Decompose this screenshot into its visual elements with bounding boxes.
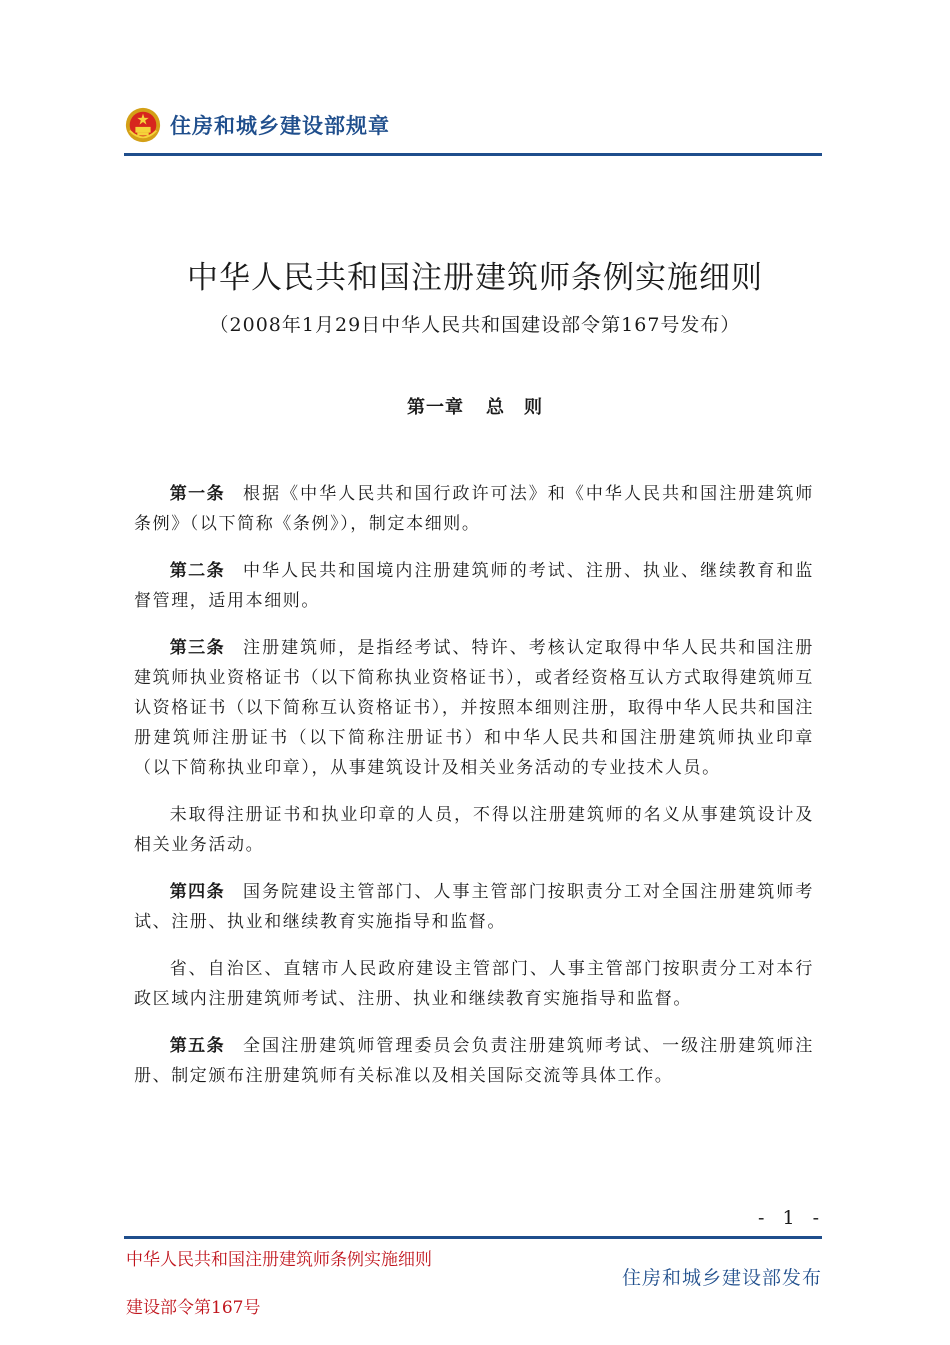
footer-document-name: 中华人民共和国注册建筑师条例实施细则 bbox=[126, 1250, 432, 1270]
paragraph-text: 省、自治区、直辖市人民政府建设主管部门、人事主管部门按职责分工对本行政区域内注册建筑师考试、注册、执业和继续教育实施指导和监督。 bbox=[134, 959, 814, 1009]
paragraph bbox=[134, 479, 814, 539]
paragraph bbox=[134, 877, 814, 937]
page-number: - 1 - bbox=[758, 1207, 826, 1229]
paragraph-text: 全国注册建筑师管理委员会负责注册建筑师考试、一级注册建筑师注册、制定颁布注册建筑师有关标准以及相关国际交流等具体工作。 bbox=[134, 1036, 815, 1086]
chapter-name: 总 则 bbox=[486, 397, 543, 418]
article-number: 第四条 bbox=[169, 882, 226, 902]
paragraph bbox=[134, 800, 814, 860]
paragraph-text: 中华人民共和国境内注册建筑师的考试、注册、执业、继续教育和监督管理，适用本细则。 bbox=[134, 561, 815, 611]
article-number: 第一条 bbox=[169, 484, 226, 504]
footer-publisher: 住房和城乡建设部发布 bbox=[621, 1267, 822, 1289]
header-title: 住房和城乡建设部规章 bbox=[170, 114, 390, 138]
paragraph bbox=[134, 633, 814, 783]
paragraph bbox=[134, 556, 814, 616]
national-emblem-icon bbox=[124, 106, 162, 144]
article-number: 第五条 bbox=[169, 1036, 226, 1056]
chapter-heading bbox=[0, 393, 950, 419]
article-number: 第二条 bbox=[169, 561, 226, 581]
paragraph-text: 注册建筑师，是指经考试、特许、考核认定取得中华人民共和国注册建筑师执业资格证书（以下简称执业资格证书），或者经资格互认方式取得建筑师互认资格证书（以下简称互认资格证书），并按照本细则注册，取得中华人民共和国注册建筑师注册证书（以下简称注册证书）和中华人民共和国注册建筑师执业印章（以下简称执业印章），从事建筑设计及相关业务活动的专业技术人员。 bbox=[134, 638, 815, 778]
chapter-number: 第一章 bbox=[407, 397, 464, 418]
footer-order-number: 建设部令第167号 bbox=[126, 1298, 261, 1318]
paragraph-text: 未取得注册证书和执业印章的人员，不得以注册建筑师的名义从事建筑设计及相关业务活动。 bbox=[134, 805, 814, 855]
article-number: 第三条 bbox=[169, 638, 226, 658]
footer-divider bbox=[124, 1236, 822, 1239]
paragraph-text: 国务院建设主管部门、人事主管部门按职责分工对全国注册建筑师考试、注册、执业和继续教育实施指导和监督。 bbox=[134, 882, 815, 932]
document-body bbox=[134, 479, 814, 1108]
header-divider bbox=[124, 153, 822, 156]
document-subtitle: （2008年1月29日中华人民共和国建设部令第167号发布） bbox=[209, 314, 741, 336]
paragraph-text: 根据《中华人民共和国行政许可法》和《中华人民共和国注册建筑师条例》（以下简称《条例》），制定本细则。 bbox=[134, 484, 815, 534]
page-header bbox=[124, 103, 390, 147]
paragraph bbox=[134, 1031, 814, 1091]
paragraph bbox=[134, 954, 814, 1014]
document-title: 中华人民共和国注册建筑师条例实施细则 bbox=[187, 260, 763, 296]
